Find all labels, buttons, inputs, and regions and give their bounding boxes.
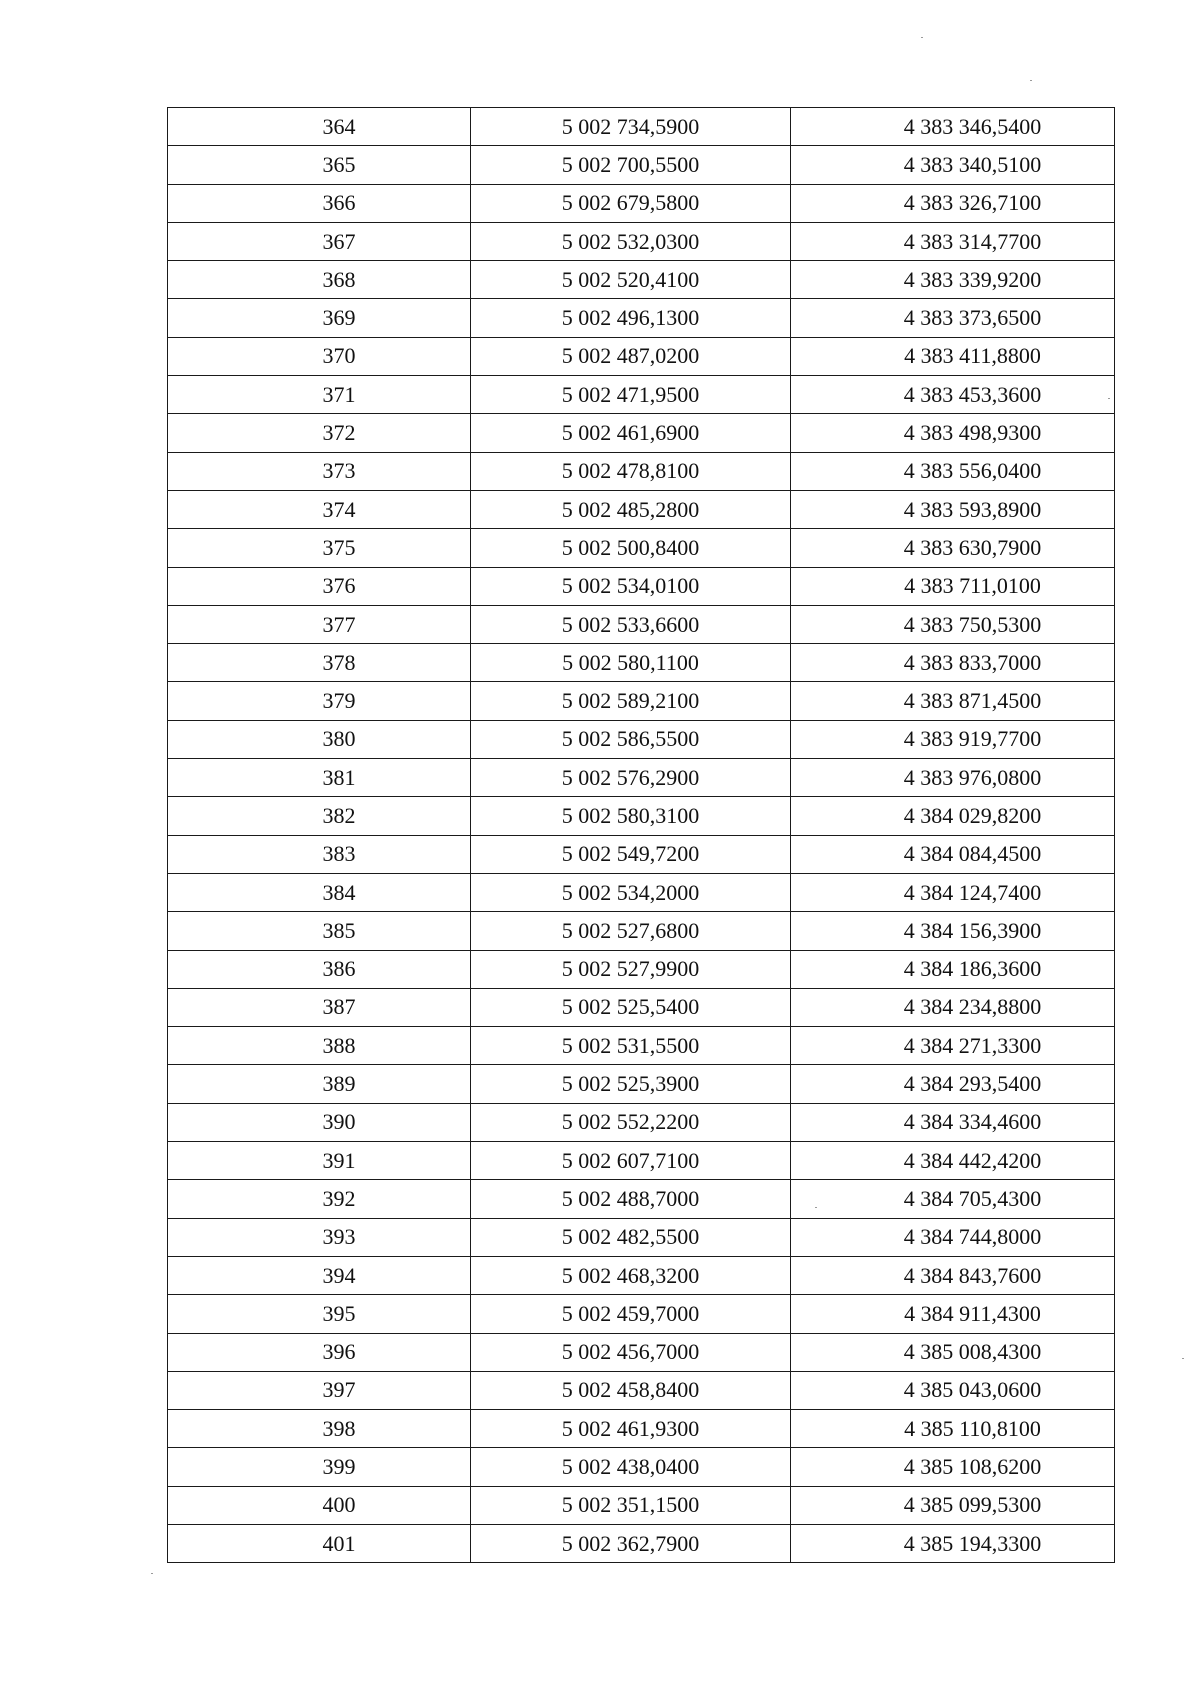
- table-row: [168, 644, 1115, 682]
- x-coordinate-cell: 5 002 488,7000: [471, 1180, 791, 1218]
- table-row: [168, 1295, 1115, 1333]
- table-row: [168, 567, 1115, 605]
- point-number-cell: 369: [168, 299, 471, 337]
- table-row: [168, 720, 1115, 758]
- y-coordinate-cell: 4 384 334,4600: [791, 1103, 1115, 1141]
- table-row: [168, 337, 1115, 375]
- table-row: [168, 108, 1115, 146]
- x-coordinate-cell: 5 002 525,3900: [471, 1065, 791, 1103]
- point-number-cell: 391: [168, 1142, 471, 1180]
- x-coordinate-cell: 5 002 679,5800: [471, 184, 791, 222]
- point-number-cell: 390: [168, 1103, 471, 1141]
- point-number-cell: 397: [168, 1371, 471, 1409]
- x-coordinate-cell: 5 002 459,7000: [471, 1295, 791, 1333]
- y-coordinate-cell: 4 384 705,4300: [791, 1180, 1115, 1218]
- point-number-cell: 398: [168, 1410, 471, 1448]
- y-coordinate-cell: 4 383 750,5300: [791, 605, 1115, 643]
- scan-speck: [1030, 80, 1032, 81]
- y-coordinate-cell: 4 384 156,3900: [791, 912, 1115, 950]
- point-number-cell: 377: [168, 605, 471, 643]
- point-number-cell: 396: [168, 1333, 471, 1371]
- point-number-cell: 389: [168, 1065, 471, 1103]
- table-row: [168, 759, 1115, 797]
- table-row: [168, 376, 1115, 414]
- table-row: [168, 1524, 1115, 1562]
- point-number-cell: 401: [168, 1524, 471, 1562]
- x-coordinate-cell: 5 002 576,2900: [471, 759, 791, 797]
- x-coordinate-cell: 5 002 485,2800: [471, 490, 791, 528]
- table-row: [168, 452, 1115, 490]
- x-coordinate-cell: 5 002 500,8400: [471, 529, 791, 567]
- table-row: [168, 835, 1115, 873]
- table-row: [168, 682, 1115, 720]
- table-row: [168, 988, 1115, 1026]
- y-coordinate-cell: 4 384 271,3300: [791, 1027, 1115, 1065]
- table-row: [168, 1448, 1115, 1486]
- x-coordinate-cell: 5 002 471,9500: [471, 376, 791, 414]
- point-number-cell: 388: [168, 1027, 471, 1065]
- y-coordinate-cell: 4 385 043,0600: [791, 1371, 1115, 1409]
- scan-speck: [151, 1573, 153, 1574]
- point-number-cell: 370: [168, 337, 471, 375]
- x-coordinate-cell: 5 002 549,7200: [471, 835, 791, 873]
- x-coordinate-cell: 5 002 527,6800: [471, 912, 791, 950]
- table-row: [168, 1371, 1115, 1409]
- table-row: [168, 299, 1115, 337]
- coordinates-table-body: [168, 108, 1115, 1563]
- x-coordinate-cell: 5 002 734,5900: [471, 108, 791, 146]
- x-coordinate-cell: 5 002 468,3200: [471, 1256, 791, 1294]
- scan-speck: [1182, 1358, 1184, 1359]
- x-coordinate-cell: 5 002 351,1500: [471, 1486, 791, 1524]
- point-number-cell: 374: [168, 490, 471, 528]
- y-coordinate-cell: 4 384 744,8000: [791, 1218, 1115, 1256]
- point-number-cell: 376: [168, 567, 471, 605]
- point-number-cell: 385: [168, 912, 471, 950]
- y-coordinate-cell: 4 383 919,7700: [791, 720, 1115, 758]
- x-coordinate-cell: 5 002 607,7100: [471, 1142, 791, 1180]
- table-row: [168, 1027, 1115, 1065]
- x-coordinate-cell: 5 002 532,0300: [471, 222, 791, 260]
- x-coordinate-cell: 5 002 482,5500: [471, 1218, 791, 1256]
- x-coordinate-cell: 5 002 580,1100: [471, 644, 791, 682]
- point-number-cell: 364: [168, 108, 471, 146]
- y-coordinate-cell: 4 385 099,5300: [791, 1486, 1115, 1524]
- point-number-cell: 366: [168, 184, 471, 222]
- point-number-cell: 392: [168, 1180, 471, 1218]
- table-row: [168, 529, 1115, 567]
- y-coordinate-cell: 4 383 339,9200: [791, 261, 1115, 299]
- point-number-cell: 375: [168, 529, 471, 567]
- y-coordinate-cell: 4 384 029,8200: [791, 797, 1115, 835]
- x-coordinate-cell: 5 002 487,0200: [471, 337, 791, 375]
- table-row: [168, 1103, 1115, 1141]
- table-row: [168, 414, 1115, 452]
- y-coordinate-cell: 4 384 911,4300: [791, 1295, 1115, 1333]
- x-coordinate-cell: 5 002 458,8400: [471, 1371, 791, 1409]
- x-coordinate-cell: 5 002 531,5500: [471, 1027, 791, 1065]
- x-coordinate-cell: 5 002 456,7000: [471, 1333, 791, 1371]
- y-coordinate-cell: 4 383 340,5100: [791, 146, 1115, 184]
- y-coordinate-cell: 4 384 843,7600: [791, 1256, 1115, 1294]
- y-coordinate-cell: 4 383 373,6500: [791, 299, 1115, 337]
- x-coordinate-cell: 5 002 520,4100: [471, 261, 791, 299]
- y-coordinate-cell: 4 383 711,0100: [791, 567, 1115, 605]
- point-number-cell: 383: [168, 835, 471, 873]
- point-number-cell: 387: [168, 988, 471, 1026]
- y-coordinate-cell: 4 385 108,6200: [791, 1448, 1115, 1486]
- x-coordinate-cell: 5 002 461,6900: [471, 414, 791, 452]
- x-coordinate-cell: 5 002 478,8100: [471, 452, 791, 490]
- point-number-cell: 379: [168, 682, 471, 720]
- x-coordinate-cell: 5 002 438,0400: [471, 1448, 791, 1486]
- y-coordinate-cell: 4 383 976,0800: [791, 759, 1115, 797]
- x-coordinate-cell: 5 002 527,9900: [471, 950, 791, 988]
- table-row: [168, 1256, 1115, 1294]
- table-row: [168, 184, 1115, 222]
- point-number-cell: 395: [168, 1295, 471, 1333]
- scan-speck: [921, 37, 923, 38]
- point-number-cell: 378: [168, 644, 471, 682]
- y-coordinate-cell: 4 384 084,4500: [791, 835, 1115, 873]
- x-coordinate-cell: 5 002 534,2000: [471, 873, 791, 911]
- table-row: [168, 222, 1115, 260]
- table-row: [168, 950, 1115, 988]
- table-row: [168, 605, 1115, 643]
- point-number-cell: 386: [168, 950, 471, 988]
- point-number-cell: 372: [168, 414, 471, 452]
- x-coordinate-cell: 5 002 589,2100: [471, 682, 791, 720]
- x-coordinate-cell: 5 002 552,2200: [471, 1103, 791, 1141]
- coordinates-table: [167, 107, 1115, 1563]
- x-coordinate-cell: 5 002 700,5500: [471, 146, 791, 184]
- y-coordinate-cell: 4 383 346,5400: [791, 108, 1115, 146]
- table-row: [168, 873, 1115, 911]
- y-coordinate-cell: 4 384 124,7400: [791, 873, 1115, 911]
- point-number-cell: 365: [168, 146, 471, 184]
- table-row: [168, 1065, 1115, 1103]
- table-row: [168, 146, 1115, 184]
- table-row: [168, 1333, 1115, 1371]
- x-coordinate-cell: 5 002 525,5400: [471, 988, 791, 1026]
- y-coordinate-cell: 4 383 498,9300: [791, 414, 1115, 452]
- table-row: [168, 797, 1115, 835]
- table-row: [168, 1142, 1115, 1180]
- table-row: [168, 1180, 1115, 1218]
- y-coordinate-cell: 4 385 008,4300: [791, 1333, 1115, 1371]
- x-coordinate-cell: 5 002 461,9300: [471, 1410, 791, 1448]
- y-coordinate-cell: 4 385 194,3300: [791, 1524, 1115, 1562]
- point-number-cell: 367: [168, 222, 471, 260]
- table-row: [168, 490, 1115, 528]
- scan-speck: [1108, 398, 1110, 399]
- point-number-cell: 382: [168, 797, 471, 835]
- table-row: [168, 1410, 1115, 1448]
- x-coordinate-cell: 5 002 586,5500: [471, 720, 791, 758]
- point-number-cell: 373: [168, 452, 471, 490]
- y-coordinate-cell: 4 383 833,7000: [791, 644, 1115, 682]
- y-coordinate-cell: 4 384 186,3600: [791, 950, 1115, 988]
- y-coordinate-cell: 4 385 110,8100: [791, 1410, 1115, 1448]
- y-coordinate-cell: 4 383 453,3600: [791, 376, 1115, 414]
- point-number-cell: 394: [168, 1256, 471, 1294]
- y-coordinate-cell: 4 383 630,7900: [791, 529, 1115, 567]
- y-coordinate-cell: 4 383 556,0400: [791, 452, 1115, 490]
- point-number-cell: 400: [168, 1486, 471, 1524]
- scan-speck: [815, 1207, 817, 1208]
- table-row: [168, 1218, 1115, 1256]
- x-coordinate-cell: 5 002 580,3100: [471, 797, 791, 835]
- point-number-cell: 384: [168, 873, 471, 911]
- x-coordinate-cell: 5 002 534,0100: [471, 567, 791, 605]
- y-coordinate-cell: 4 384 234,8800: [791, 988, 1115, 1026]
- table-row: [168, 1486, 1115, 1524]
- y-coordinate-cell: 4 383 314,7700: [791, 222, 1115, 260]
- y-coordinate-cell: 4 384 442,4200: [791, 1142, 1115, 1180]
- point-number-cell: 381: [168, 759, 471, 797]
- point-number-cell: 399: [168, 1448, 471, 1486]
- table-row: [168, 912, 1115, 950]
- y-coordinate-cell: 4 383 593,8900: [791, 490, 1115, 528]
- x-coordinate-cell: 5 002 496,1300: [471, 299, 791, 337]
- table-row: [168, 261, 1115, 299]
- y-coordinate-cell: 4 383 326,7100: [791, 184, 1115, 222]
- y-coordinate-cell: 4 384 293,5400: [791, 1065, 1115, 1103]
- y-coordinate-cell: 4 383 871,4500: [791, 682, 1115, 720]
- y-coordinate-cell: 4 383 411,8800: [791, 337, 1115, 375]
- point-number-cell: 371: [168, 376, 471, 414]
- point-number-cell: 380: [168, 720, 471, 758]
- x-coordinate-cell: 5 002 533,6600: [471, 605, 791, 643]
- x-coordinate-cell: 5 002 362,7900: [471, 1524, 791, 1562]
- point-number-cell: 368: [168, 261, 471, 299]
- point-number-cell: 393: [168, 1218, 471, 1256]
